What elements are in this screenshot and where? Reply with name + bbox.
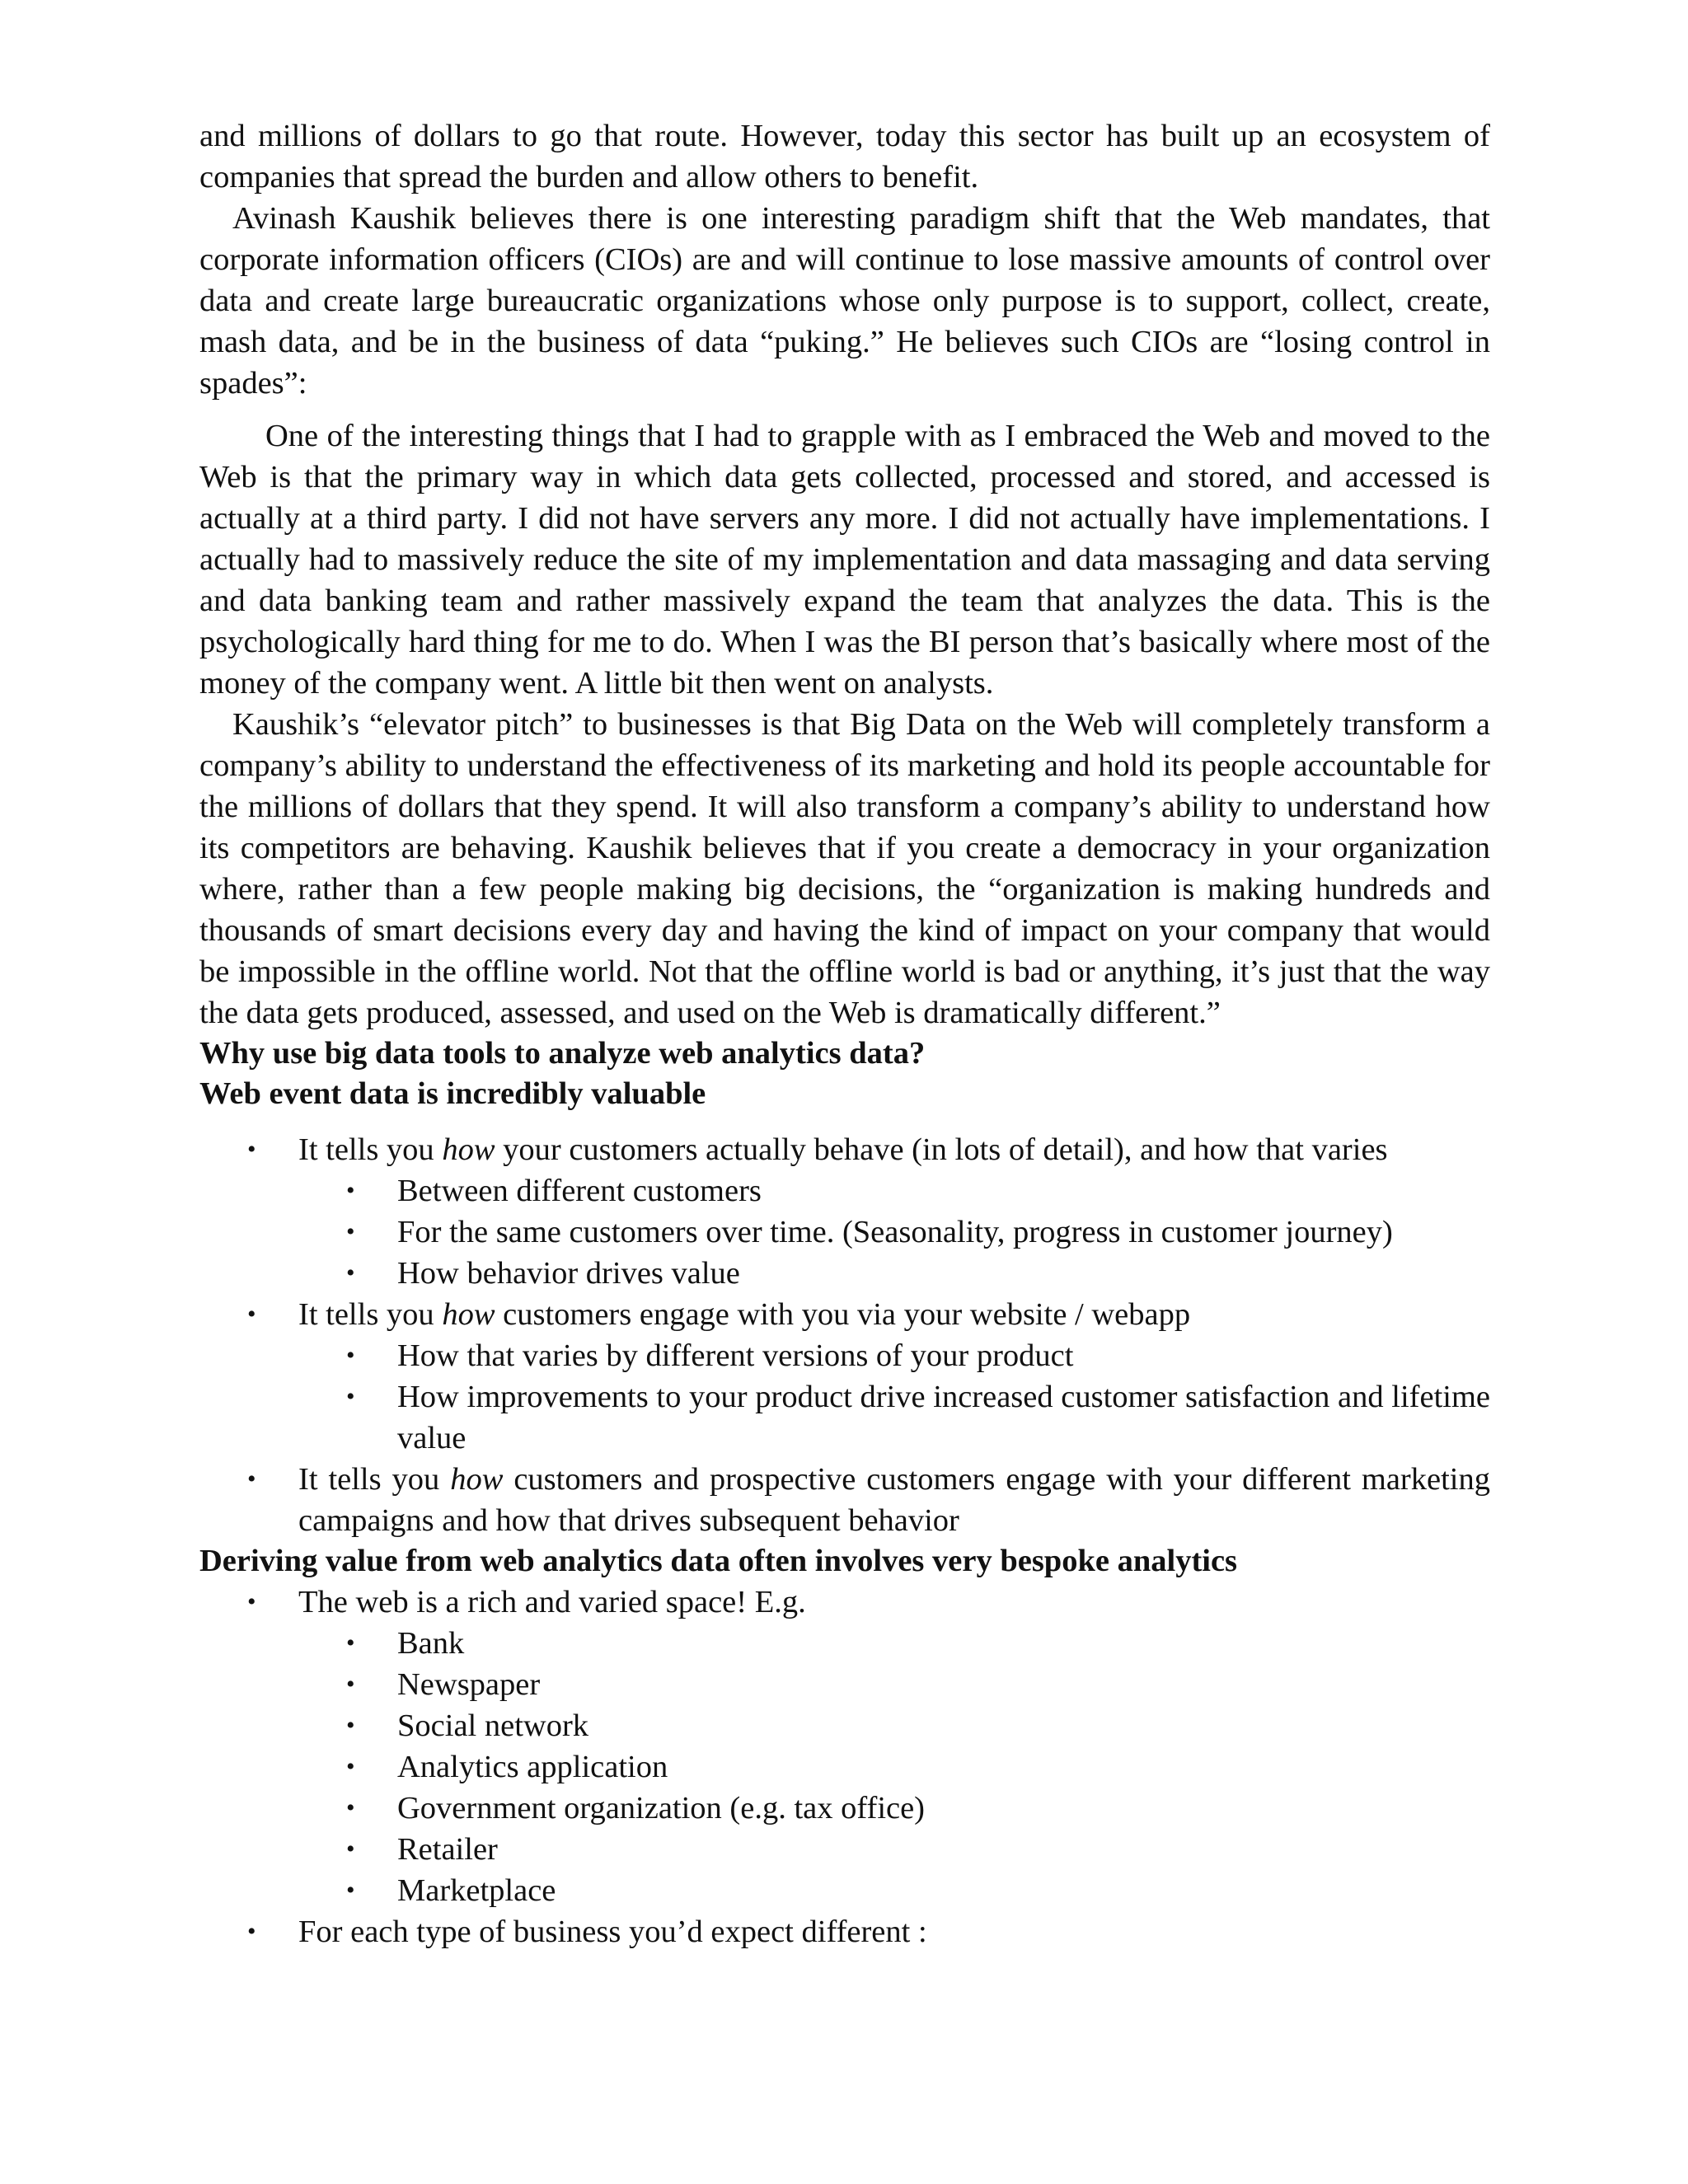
heading-web-event-data: Web event data is incredibly valuable <box>199 1076 706 1111</box>
list-item: • It tells you how customers engage with you via your website / webapp • How that varies by different versions of your product • How improvements to your product drive increased customer satisfaction and lifetime value <box>199 1294 1490 1459</box>
bullet-icon: • <box>247 1465 256 1493</box>
bullet-icon: • <box>346 1835 355 1863</box>
list-item: • The web is a rich and varied space! E.g. • Bank • Newspaper • Social network • Analytics application • Government organization (e.g. tax office) • Retailer • Marketplace <box>199 1582 1490 1911</box>
list-item: • Between different customers <box>199 1170 1490 1212</box>
paragraph-elevator-pitch: Kaushik’s “elevator pitch” to businesses is that Big Data on the Web will completely transform a company’s ability to understand the effectiveness of its marketing and hold its people accountable for the millions of dollars that they spend. It will also transform a company’s ability to understand how its competitors are behaving. Kaushik believes that if you create a democracy in your organization where, rather than a few people making big decisions, the “organization is making hundreds and thousands of smart decisions every day and having the kind of impact on your company that would be impossible in the offline world. Not that the offline world is bad or anything, it’s just that the way the data gets produced, assessed, and used on the Web is dramatically different.” <box>199 707 1490 1030</box>
bullet-icon: • <box>346 1712 355 1739</box>
bullet-list-web-event-value <box>199 1129 1490 1541</box>
bullet-icon: • <box>346 1342 355 1369</box>
list-item: • Social network <box>199 1705 1490 1746</box>
bullet-icon: • <box>346 1753 355 1780</box>
sub-list <box>298 1170 1490 1294</box>
bullet-icon: • <box>346 1177 355 1204</box>
list-item: • It tells you how your customers actually behave (in lots of detail), and how that varies • Between different customers • For the same customers over time. (Seasonality, progress in customer journey) • How behavior drives value <box>199 1129 1490 1294</box>
list-item: • How improvements to your product drive increased customer satisfaction and lifetime value <box>199 1376 1490 1459</box>
bullet-icon: • <box>346 1629 355 1657</box>
list-item: • Retailer <box>199 1829 1490 1870</box>
list-item: • How behavior drives value <box>199 1253 1490 1294</box>
block-quote: One of the interesting things that I had to grapple with as I embraced the Web and moved to the Web is that the primary way in which data gets collected, processed and stored, and accessed is actually at a third party. I did not have servers any more. I did not actually have implementations. I actually had to massively reduce the site of my implementation and data massaging and data serving and data banking team and rather massively expand the team that analyzes the data. This is the psychologically hard thing for me to do. When I was the BI person that’s basically where most of the money of the company went. A little bit then went on analysts. <box>199 419 1490 701</box>
list-item: • How that varies by different versions of your product <box>199 1335 1490 1376</box>
paragraph-intro: and millions of dollars to go that route. However, today this sector has built up an ecosystem of companies that spread the burden and allow others to benefit. <box>199 119 1490 194</box>
list-item: • Marketplace <box>199 1870 1490 1911</box>
bullet-icon: • <box>247 1918 256 1945</box>
bullet-icon: • <box>346 1218 355 1245</box>
list-item: • Government organization (e.g. tax office) <box>199 1788 1490 1829</box>
list-item: • It tells you how customers and prospective customers engage with your different marketing campaigns and how that drives subsequent behavior <box>199 1459 1490 1541</box>
bullet-icon: • <box>346 1671 355 1698</box>
bullet-icon: • <box>346 1383 355 1410</box>
bullet-list-web-varied <box>199 1582 1490 1952</box>
bullet-icon: • <box>346 1259 355 1286</box>
sub-list <box>298 1335 1490 1459</box>
bullet-icon: • <box>247 1136 256 1163</box>
list-item: • For each type of business you’d expect different : <box>199 1911 1490 1952</box>
document-page <box>199 115 1490 1952</box>
heading-deriving-value: Deriving value from web analytics data often involves very bespoke analytics <box>199 1544 1238 1578</box>
bullet-icon: • <box>346 1877 355 1904</box>
list-item: • Bank <box>199 1623 1490 1664</box>
heading-why-big-data: Why use big data tools to analyze web analytics data? <box>199 1036 926 1071</box>
list-item: • Newspaper <box>199 1664 1490 1705</box>
bullet-icon: • <box>247 1588 256 1615</box>
bullet-icon: • <box>346 1794 355 1821</box>
paragraph-kaushik-paradigm: Avinash Kaushik believes there is one interesting paradigm shift that the Web mandates, that corporate information officers (CIOs) are and will continue to lose massive amounts of control over data and create large bureaucratic organizations whose only purpose is to support, collect, create, mash data, and be in the business of data “puking.” He believes such CIOs are “losing control in spades”: <box>199 201 1490 401</box>
bullet-icon: • <box>247 1301 256 1328</box>
list-item: • For the same customers over time. (Seasonality, progress in customer journey) <box>199 1212 1490 1253</box>
list-item: • Analytics application <box>199 1746 1490 1788</box>
sub-list <box>298 1623 1490 1911</box>
